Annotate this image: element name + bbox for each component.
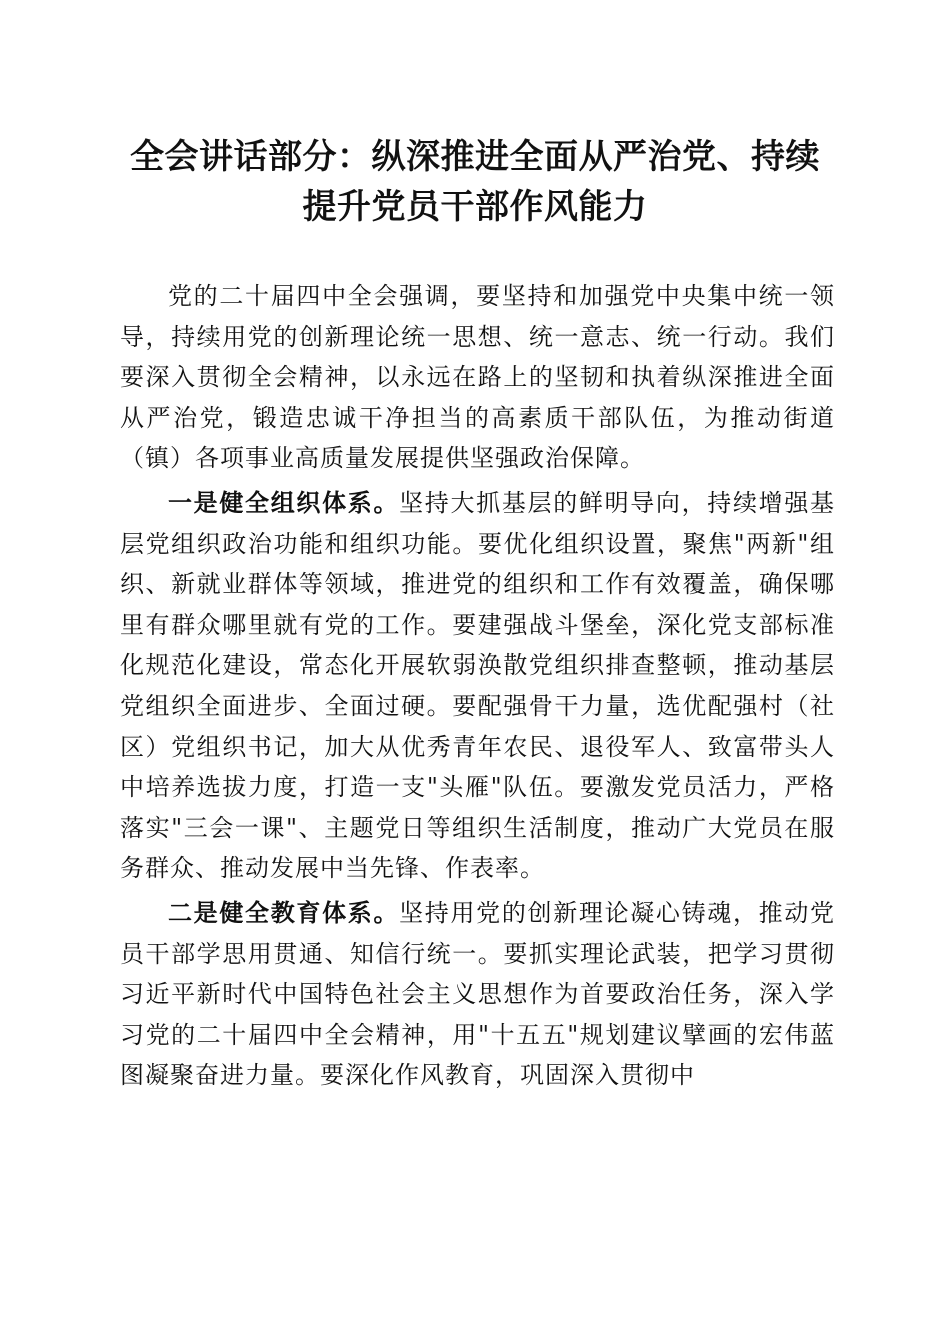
document-body (120, 276, 835, 1096)
paragraph-text: 坚持用党的创新理论凝心铸魂，推动党员干部学思用贯通、知信行统一。要抓实理论武装，把学习贯彻习近平新时代中国特色社会主义思想作为首要政治任务，深入学习党的二十届四中全会精神，用"十五五"规划建议擘画的宏伟蓝图凝聚奋进力量。要深化作风教育，巩固深入贯彻中 (120, 898, 836, 1090)
title-line-2: 提升党员干部作风能力 (302, 187, 648, 227)
paragraph-text: 坚持大抓基层的鲜明导向，持续增强基层党组织政治功能和组织功能。要优化组织设置，聚焦"两新"组织、新就业群体等领域，推进党的组织和工作有效覆盖，确保哪里有群众哪里就有党的工作。要建强战斗堡垒，深化党支部标准化规范化建设，常态化开展软弱涣散党组织排查整顿，推动基层党组织全面进步、全面过硬。要配强骨干力量，选优配强村（社区）党组织书记，加大从优秀青年农民、退役军人、致富带头人中培养选拔力度，打造一支"头雁"队伍。要激发党员活力，严格落实"三会一课"、主题党日等组织生活制度，推动广大党员在服务群众、推动发展中当先锋、作表率。 (120, 488, 836, 883)
paragraph-lead: 一是健全组织体系。 (168, 488, 400, 517)
paragraph-intro (120, 276, 835, 479)
paragraph-text: 党的二十届四中全会强调，要坚持和加强党中央集中统一领导，持续用党的创新理论统一思想、统一意志、统一行动。我们要深入贯彻全会精神，以永远在路上的坚韧和执着纵深推进全面从严治党，锻造忠诚干净担当的高素质干部队伍，为推动街道（镇）各项事业高质量发展提供坚强政治保障。 (120, 282, 835, 473)
paragraph-education-system (120, 893, 835, 1096)
title-line-1: 全会讲话部分：纵深推进全面从严治党、持续 (130, 137, 820, 177)
paragraph-lead: 二是健全教育体系。 (168, 898, 400, 927)
document-title (100, 132, 850, 232)
paragraph-organization-system (120, 483, 835, 889)
